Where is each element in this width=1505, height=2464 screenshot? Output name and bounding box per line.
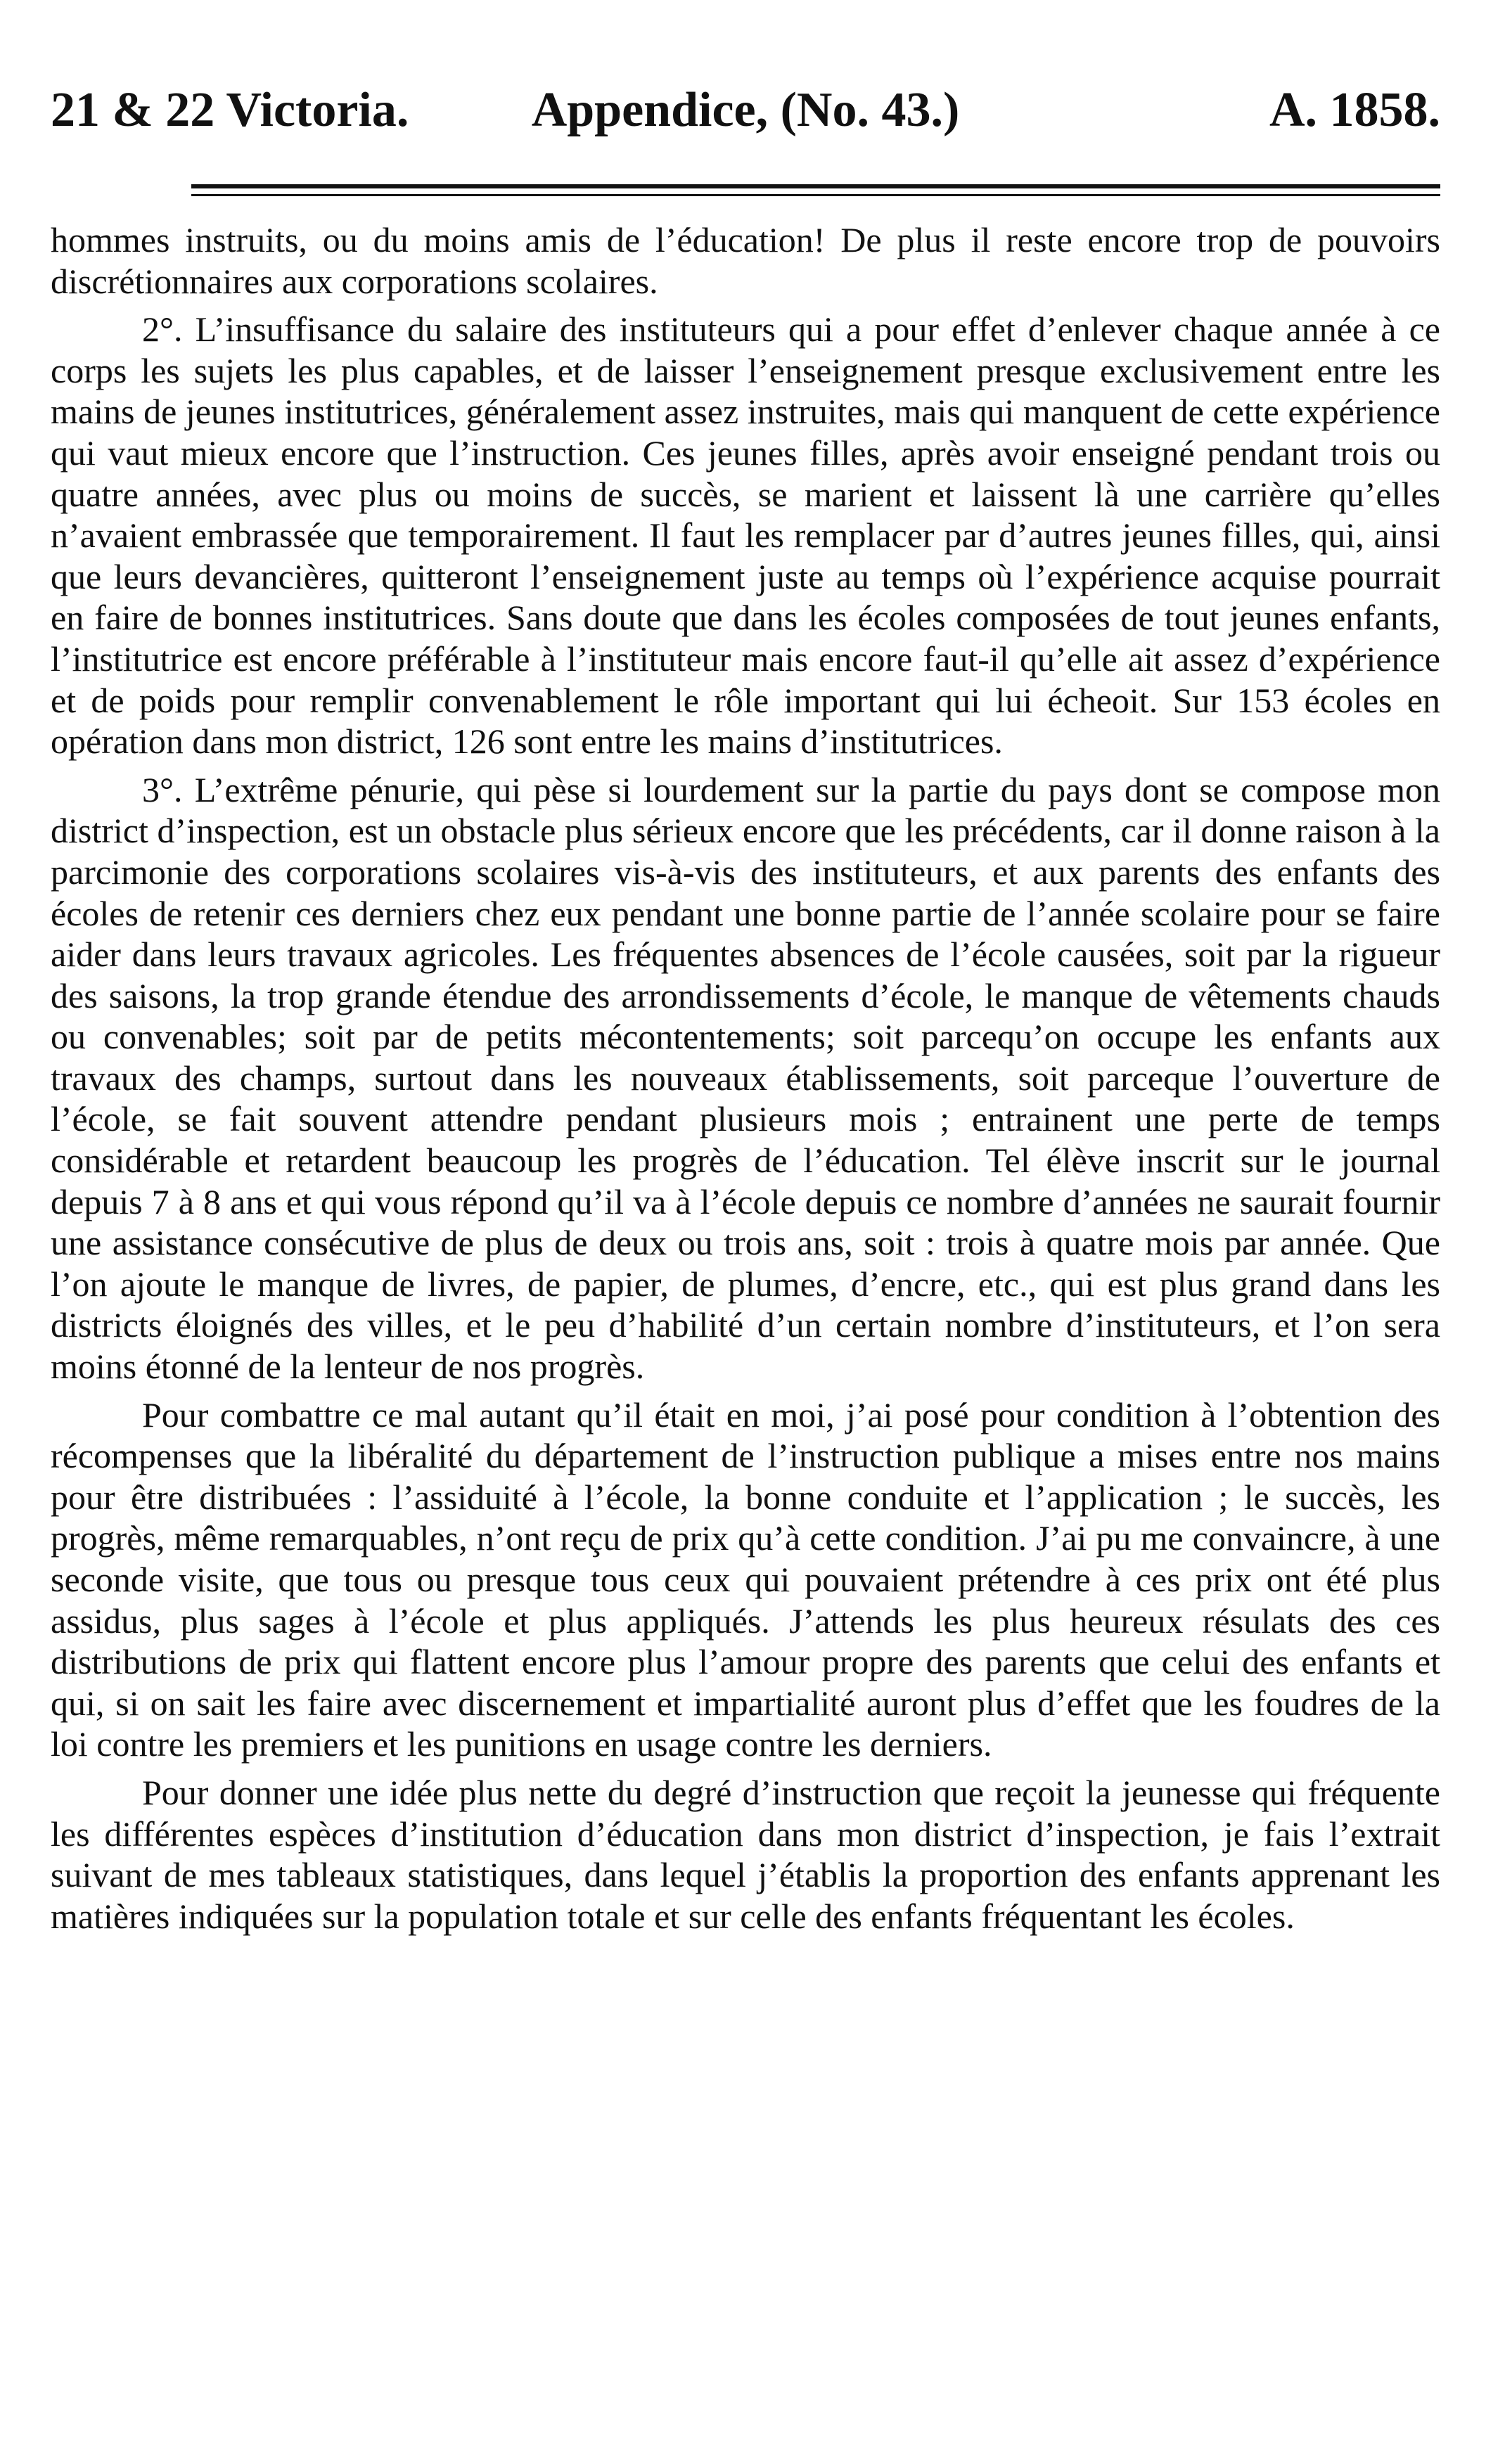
paragraph-rewards: Pour combattre ce mal autant qu’il était en moi, j’ai posé pour condition à l’obtention des récompenses que la libéralité du département de l’instruction publique a mises entre nos mains pour être distribuées : l’assiduité à l’école, la bonne conduite et l’application ; le succès, les progrès, même remarquables, n’ont reçu de prix qu’à cette condition. J’ai pu me convaincre, à une seconde visite, que tous ou presque tous ceux qui pouvaient prétendre à ces prix ont été plus assidus, plus sages à l’école et plus appliqués. J’attends les plus heureux résulats des ces distributions de prix qui flattent encore plus l’amour propre des parents que celui des enfants et qui, si on sait les faire avec discernement et impartialité auront plus d’effet que les foudres de la loi contre les premiers et les punitions en usage contre les derniers.: [51, 1394, 1440, 1764]
header-volume: 21 & 22 Victoria.: [51, 83, 409, 137]
header-rule-thin: [191, 194, 1440, 196]
body-text: [51, 219, 1440, 1944]
page-header: [51, 79, 1440, 142]
paragraph-point-3: 3°. L’extrême pénurie, qui pèse si lourdement sur la partie du pays dont se compose mon district d’inspection, est un obstacle plus sérieux encore que les précédents, car il donne raison à la parcimonie des corporations scolaires vis-à-vis des instituteurs, et aux parents des enfants des écoles de retenir ces derniers chez eux pendant une bonne partie de l’année scolaire pour se faire aider dans leurs travaux agricoles. Les fréquentes absences de l’école causées, soit par la rigueur des saisons, la trop grande étendue des arrondissements d’école, le manque de vêtements chauds ou convenables; soit par de petits mécontentements; soit parcequ’on occupe les enfants aux travaux des champs, surtout dans les nouveaux établissements, soit parceque l’ouverture de l’école, se fait souvent attendre pendant plusieurs mois ; entrainent une perte de temps considérable et retardent beaucoup les progrès de l’éducation. Tel élève inscrit sur le journal depuis 7 à 8 ans et qui vous répond qu’il va à l’école depuis ce nombre d’années ne saurait fournir une assistance consécutive de plus de deux ou trois ans, soit : trois à quatre mois par année. Que l’on ajoute le manque de livres, de papier, de plumes, d’encre, etc., qui est plus grand dans les districts éloignés des villes, et le peu d’habilité d’un certain nombre d’instituteurs, et l’on sera moins étonné de la lenteur de nos progrès.: [51, 769, 1440, 1387]
paragraph-continuation: hommes instruits, ou du moins amis de l’éducation! De plus il reste encore trop de pouvoirs discrétionnaires aux corporations scolaires.: [51, 220, 1440, 301]
header-appendix: Appendice, (No. 43.): [531, 83, 960, 137]
paragraph-statistics-intro: Pour donner une idée plus nette du degré d’instruction que reçoit la jeunesse qui fréquente les différentes espèces d’institution d’éducation dans mon district d’inspection, je fais l’extrait suivant de mes tableaux statistiques, dans lequel j’établis la proportion des enfants apprenant les matières indiquées sur la population totale et sur celle des enfants fréquentant les écoles.: [51, 1772, 1440, 1936]
header-rule-thick: [191, 184, 1440, 188]
paragraph-point-2: 2°. L’insuffisance du salaire des instituteurs qui a pour effet d’enlever chaque année à ce corps les sujets les plus capables, et de laisser l’enseignement presque exclusivement entre les mains de jeunes institutrices, généralement assez instruites, mais qui manquent de cette expérience qui vaut mieux encore que l’instruction. Ces jeunes filles, après avoir enseigné pendant trois ou quatre années, avec plus ou moins de succès, se marient et laissent là une carrière qu’elles n’avaient embrassée que temporairement. Il faut les remplacer par d’autres jeunes filles, qui, ainsi que leurs devancières, quitteront l’enseignement juste au temps où l’expérience acquise pourrait en faire de bonnes institutrices. Sans doute que dans les écoles composées de tout jeunes enfants, l’institutrice est encore préférable à l’instituteur mais encore faut-il qu’elle ait assez d’expérience et de poids pour remplir convenablement le rôle important qui lui écheoit. Sur 153 écoles en opération dans mon district, 126 sont entre les mains d’institutrices.: [51, 309, 1440, 762]
header-year: A. 1858.: [1269, 83, 1440, 137]
